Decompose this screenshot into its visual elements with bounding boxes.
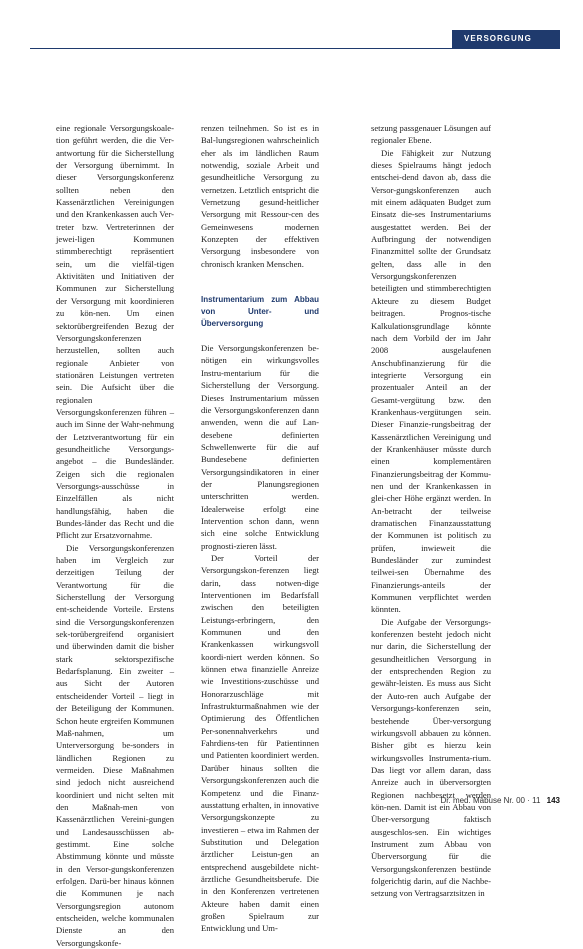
journal-name: Dr. med. Mabuse Nr. 00 · 11 bbox=[440, 796, 541, 805]
paragraph: Der Vorteil der Versorgungskon-ferenzen liegt darin, dass notwen-dige Interventionen im Bedarfsfall zwischen den beteiligten Leistungs-erbringern, den Kommunen und den Krankenkassen wirkungsvoll koordi-niert werden können. So können etwa finanzielle Anreize wie Investitions-zuschüsse und Honorarzuschläge mit Infrastrukturmaßnahmen wie der Optimierung des Öffentlichen Per-sonennahverkehrs und Fahrdiens-ten für Patientinnen und Patienten koordiniert werden. Darüber hinaus sollten die Versorgungskonferenzen auch die Kompetenz und die Finanz-ausstattung erhalten, in innovative Versorgungskonzepte zu investieren – etwa im Rahmen der Substitution und Delegation ärztlicher Leistun-gen an entsprechend ausgebildete nicht-ärztliche Gesundheitsberufe. Die in den Konferenzen vertretenen Akteure haben damit einen großen Spielraum zur Entwicklung und Um- bbox=[201, 552, 319, 934]
paragraph: renzen teilnehmen. So ist es in Bal-lungsregionen wahrscheinlich eher als im ländlichen Raum notwendig, soziale Arbeit und gesundheitliche Versorgung zu vernetzen. Letztlich entspricht die Vernetzung gesund-heitlicher Versorgung mit Ressour-cen des Gemeinwesens modernen Konzepten der effektiven Versorgung insbesondere von chronisch kranken Menschen. bbox=[201, 123, 319, 269]
page-number: 143 bbox=[546, 796, 560, 805]
page-footer bbox=[360, 796, 560, 805]
section-heading: Instrumentarium zum Abbau von Unter- und Überversorgung bbox=[201, 295, 319, 329]
paragraph: Die Aufgabe der Versorgungs-konferenzen besteht jedoch nicht nur darin, die Sicherstellung der gesundheitlichen Versorgung in der entsprechenden Region zu gewähr-leisten. Es muss aus Sicht der Auto-ren auch Aufgabe der Versorgungs-konferenzen sein, bestehende Über-versorgung wirkungsvoll abbauen zu können. Bisher gibt es hierzu kein wirkungsvolles Instrumenta-rium. Das liegt vor allem daran, dass Anreize auch in überversorgten Regionen nachbesetzt werden kön-nen. Damit ist ein Abbau von Über-versorgung faktisch ausgeschlos-sen. Ein wichtiges Instrument zum Abbau von Überversorgung für die Versorgungskonferenzen bestünde folgerichtig darin, auf die Nachbe-setzung von Vertragsarztsitzen in bbox=[371, 616, 491, 899]
paragraph: setzung passgenauer Lösungen auf regionaler Ebene. bbox=[371, 123, 491, 146]
paragraph: Die Fähigkeit zur Nutzung dieses Spielraums hängt jedoch entschei-dend davon ab, dass die Versor-gungskonferenzen auch mit einem adäquaten Budget zum Einsatz die-ses Instrumentariums ausgestattet werden. Bei der Aufbringung der notwendigen Finanzmittel sollte der Grundsatz gelten, dass alle in den Versorgungskonferenzen beteiligten und stimmberechtigten Akteure zu diesem Budget beitragen. Prognos-tische Kalkulationsgrundlage könnte nach dem Vorbild der im Jahr 2008 ausgelaufenen Anschubfinanzierung für die integrierte Versorgung ein prozentualer Anteil an der Gesamt-vergütung bzw. den Krankenhaus-vergütungen sein. Dieser Finanzie-rungsbeitrag der Kassenärztlichen Vereinigung und der Krankenhäuser müsste durch einen komplementären Finanzierungsbeitrag der Kommu-nen und der Krankenkassen in glei-cher Höhe ergänzt werden. In An-betracht der teilweise dramatischen Finanzausstattung der Kommunen ist politisch zu prüfen, inwieweit die Bundesländer zur zumindest teilwei-sen Übernahme des Finanzierungs-anteils der Kommunen verpflichtet werden könnten. bbox=[371, 147, 491, 615]
section-label: VERSORGUNG bbox=[452, 30, 560, 48]
paragraph: eine regionale Versorgungskoale-tion geführt werden, die die Ver-antwortung für die Sicherstellung der Versorgung übernimmt. In dieser Versorgungskonferenz sollten neben den Kassenärztlichen Vereinigungen und den Krankenkassen auch Ver-treter bzw. Vertreterinnen der jewei-ligen Kommunen stimmberechtigt repräsentiert sein, um die vielfäl-tigen Aktivitäten und Initiativen der Kommunen zur Sicherstellung der Versorgung mit koordinieren zu kön-nen. Um einen sektorübergreifenden Bezug der Versorgungskonferenzen herzustellen, sollten auch regionale Anbieter von stationären Leistungen vertreten sein. Die Aufsicht über die regionalen Versorgungskonferenzen führen – auch im Sinne der Wahr-nehmung der Letztverantwortung für ein gesundheitliche Versorgungs-angebot – die Bundesländer. Zeigen sich die regionalen Versorgungs-ausschüsse in Einzelfällen als nicht handlungsfähig, haben die Bundes-länder das Recht und die Pflicht zur Ersatzvornahme. bbox=[56, 123, 174, 541]
header-rule bbox=[30, 48, 560, 49]
paragraph: Die Versorgungskonferenzen haben im Vergleich zur derzeitigen Teilung der Verantwortung für die Sicherstellung der Versorgung ent-scheidende Vorteile. Erstens sind die Versorgungskonferenzen sek-torübergreifend organisiert und überwinden damit die bisher stark sektorspezifische Bedarfsplanung. Ein zweiter – aus Sicht der Autoren entscheidender Vorteil – liegt in der Beteiligung der Kommunen. Schon heute ergreifen Kommunen Maß-nahmen, um Unterversorgung be-sonders in ländlichen Regionen zu vermeiden. Diese Maßnahmen sind jedoch nicht ausreichend koordiniert und nicht selten mit den Maßnah-men von Kassenärztlichen Vereini-gungen und Landesausschüssen ab-gestimmt. Eine solche Abstimmung könnte und müsste in den Versor-gungskonferenzen erfolgen. Darü-ber hinaus können die Kommunen je nach Versorgungsregion autonom entscheiden, welche kommunalen Dienste an den Versorgungskonfe- bbox=[56, 542, 174, 948]
text-column-3 bbox=[371, 122, 491, 900]
text-column-2 bbox=[201, 122, 319, 935]
text-column-1 bbox=[56, 122, 174, 949]
paragraph: Die Versorgungskonferenzen be-nötigen ein wirkungsvolles Instru-mentarium für die Sicherstellung der Versorgung. Dieses Instrumentarium müssen die Versorgungskonferenzen dann anwenden, wenn die auf Lan-desebene definierten Schwellenwerte für die auf Bundesebene definierten Versorgungsindikatoren in einer der Planungsregionen unterschritten werden. Idealerweise erfolgt eine Intervention schon dann, wenn sich eine solche Entwicklung prognosti-zieren lässt. bbox=[201, 343, 319, 551]
